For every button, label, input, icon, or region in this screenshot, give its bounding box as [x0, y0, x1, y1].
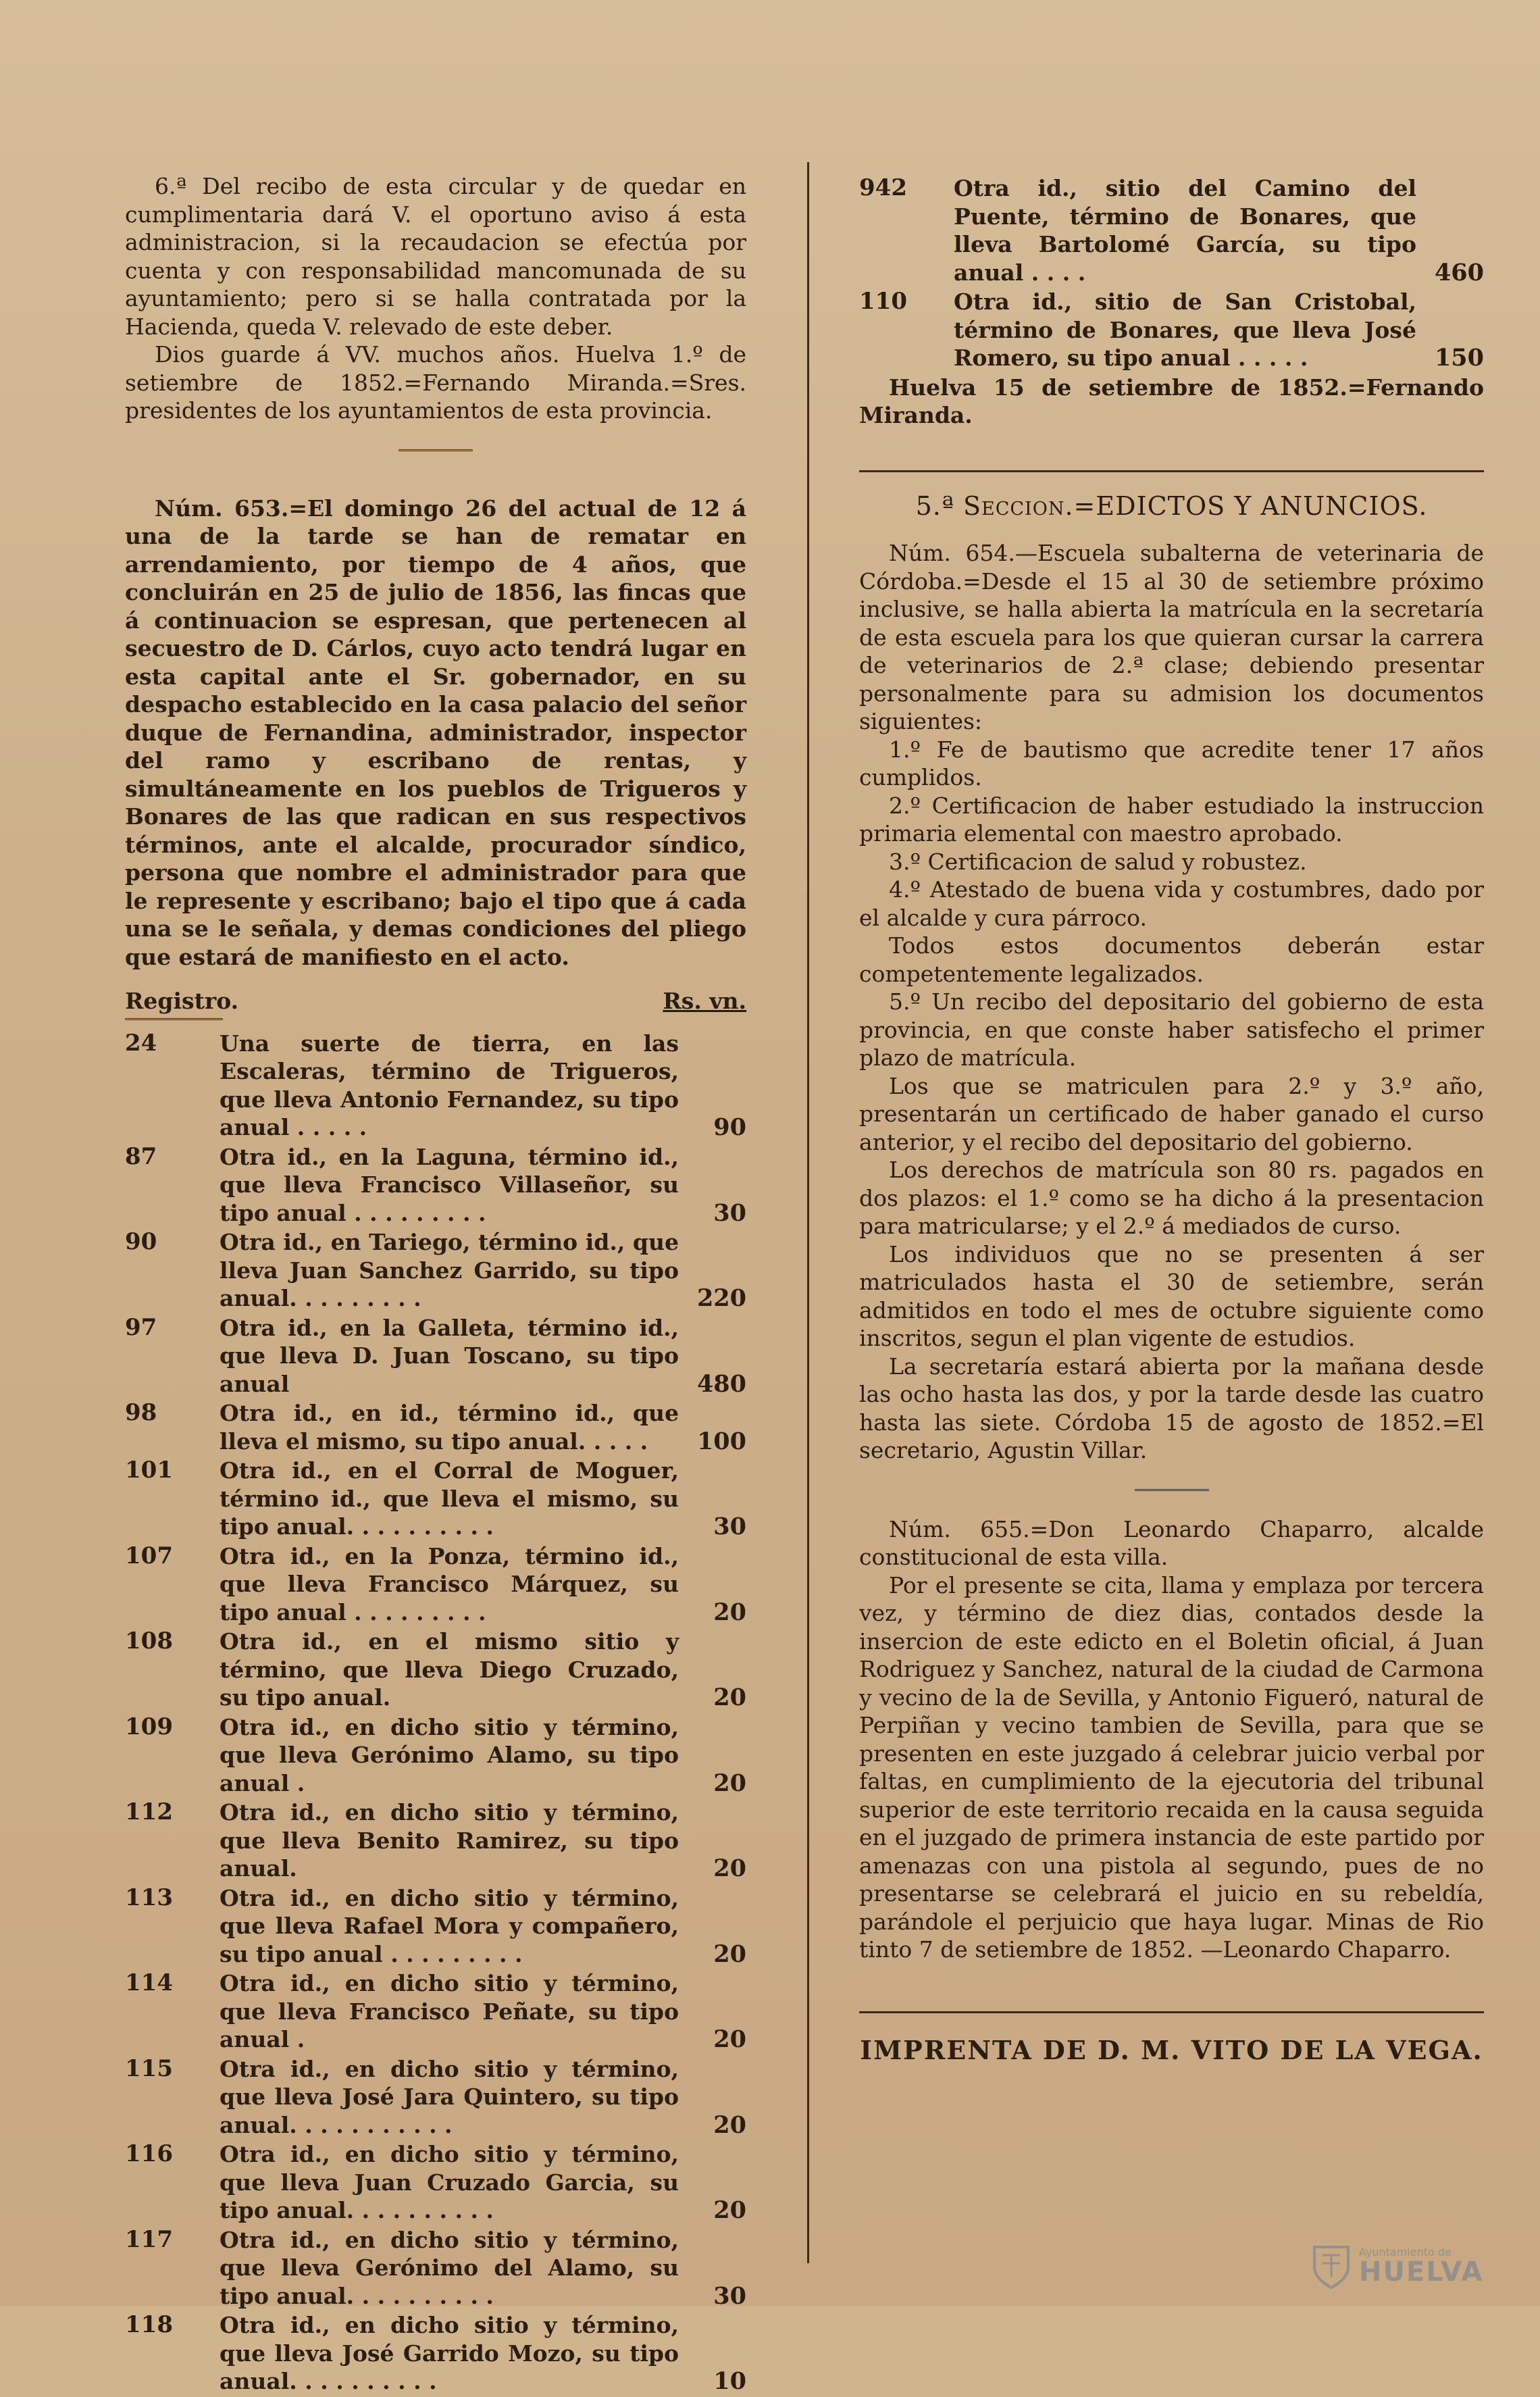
section-rule	[859, 470, 1484, 472]
annual-rent: 90	[713, 1113, 746, 1141]
property-description: Otra id., en la Ponza, término id., que lleva Francisco Márquez, su tipo anual . . . . . . . . .	[220, 1542, 679, 1625]
reales-label: Rs. vn.	[663, 988, 746, 1014]
paragraph: 1.º Fe de bautismo que acredite tener 17 años cumplidos.	[859, 736, 1484, 790]
property-description: Otra id., en dicho sitio y término, que lleva Francisco Peñate, su tipo anual .	[220, 1970, 679, 2052]
paragraph: 2.º Certificacion de haber estudiado la instruccion primaria elemental con maestro aprobado.	[859, 792, 1484, 847]
property-description: Otra id., sitio del Camino del Puente, término de Bonares, que lleva Bartolomé García, su tipo anual . . . .	[954, 175, 1416, 286]
registry-entry	[125, 2055, 746, 2140]
coat-of-arms-icon	[1310, 2243, 1352, 2290]
registry-number: 114	[125, 1969, 173, 1996]
registry-entry	[125, 1628, 746, 1712]
property-description: Otra id., sitio de San Cristobal, término de Bonares, que lleva José Romero, su tipo anual . . . . .	[954, 288, 1416, 371]
watermark-small-text: Ayuntamiento de	[1359, 2245, 1452, 2259]
paragraph: 6.ª Del recibo de esta circular y de quedar en cumplimentaria dará V. el oportuno aviso á esta administracion, si la recaudacion se efectúa por cuenta y con responsabilidad mancomunada de su ayuntamiento; pero si se halla contratada por la Hacienda, queda V. relevado de este deber.	[125, 173, 746, 340]
registry-entry	[125, 1969, 746, 2054]
paragraph: Por el presente se cita, llama y emplaza por tercera vez, y término de diez dias, contados desde la insercion de este edicto en el Boletin oficial, á Juan Rodriguez y Sanchez, natural de la ciudad de Carmona y vecino de la de Sevilla, y Antonio Figueró, natural de Perpiñan y vecino tambien de Sevilla, para que se presenten en este juzgado á celebrar juicio verbal por faltas, en cumplimiento de la ejecutoria del tribunal superior de este territorio recaida en la causa seguida en el juzgado de primera instancia de este partido por amenazas con una pistola al segundo, pues de no presentarse se celebrará el juicio en su rebeldía, parándole el perjuicio que haya lugar. Minas de Rio tinto 7 de setiembre de 1852. —Leonardo Chaparro.	[859, 1571, 1484, 1963]
property-description: Otra id., en Tariego, término id., que lleva Juan Sanchez Garrido, su tipo anual. . . . . . . . .	[220, 1229, 679, 1311]
registry-entry	[125, 1143, 746, 1228]
registry-entry	[125, 1542, 746, 1627]
registry-number: 87	[125, 1142, 157, 1170]
registry-entry	[859, 174, 1484, 286]
notice-655	[859, 1515, 1484, 1964]
registry-number: 113	[125, 1884, 173, 1911]
annual-rent: 20	[713, 1940, 746, 1968]
notice-653: Núm. 653.=El domingo 26 del actual de 12 á una de la tarde se han de rematar en arrendamiento, por tiempo de 4 años, que concluirán en 25 de julio de 1856, las fincas que á continuacion se espresan, que pertenecen al secuestro de D. Cárlos, cuyo acto tendrá lugar en esta capital ante el Sr. gobernador, en su despacho establecido en la casa palacio del señor duque de Fernandina, administrador, inspector del ramo y escribano de rentas, y simultáneamente en los pueblos de Trigueros y Bonares de las que radican en sus respectivos términos, ante el alcalde, procurador síndico, persona que nombre el administrador para que le represente y escribano; bajo el tipo que á cada una se le señala, y demas condiciones del pliego que estará de manifiesto en el acto.	[125, 495, 746, 970]
registry-entry	[125, 1030, 746, 1142]
registry-entry	[859, 288, 1484, 372]
registry-entry	[125, 1884, 746, 1969]
annual-rent: 30	[713, 1198, 746, 1227]
property-description: Otra id., en la Galleta, término id., que lleva D. Juan Toscano, su tipo anual	[220, 1314, 679, 1397]
property-description: Otra id., en dicho sitio y término, que lleva Juan Cruzado Garcia, su tipo anual. . . . . . . . . .	[220, 2141, 679, 2223]
annual-rent: 20	[713, 1598, 746, 1626]
annual-rent: 20	[713, 1769, 746, 1797]
property-list	[125, 1030, 746, 2396]
watermark-logo	[1310, 2240, 1513, 2294]
annual-rent: 150	[1434, 344, 1484, 372]
registry-number: 109	[125, 1713, 173, 1740]
property-description: Otra id., en dicho sitio y término, que lleva José Garrido Mozo, su tipo anual. . . . . . . . . .	[220, 2312, 679, 2394]
annual-rent: 460	[1434, 258, 1484, 286]
property-description: Otra id., en el Corral de Moguer, término id., que lleva el mismo, su tipo anual. . . . . . . . . .	[220, 1457, 679, 1540]
watermark-big-text: HUELVA	[1359, 2256, 1484, 2288]
registry-entry	[125, 1457, 746, 1541]
property-description: Una suerte de tierra, en las Escaleras, término de Trigueros, que lleva Antonio Fernandez, su tipo anual . . . . .	[220, 1030, 679, 1140]
registry-number: 108	[125, 1628, 173, 1655]
printer-imprint: IMPRENTA DE D. M. VITO DE LA VEGA.	[860, 2034, 1483, 2065]
registry-number: 90	[125, 1228, 157, 1255]
paragraph: Dios guarde á VV. muchos años. Huelva 1.º de setiembre de 1852.=Fernando Miranda.=Sres. presidentes de los ayuntamientos de esta provincia.	[125, 341, 746, 424]
separator-rule	[1135, 1489, 1209, 1494]
registry-number: 110	[859, 288, 907, 315]
column-divider	[807, 162, 809, 2263]
annual-rent: 100	[696, 1427, 746, 1455]
paragraph: 5.º Un recibo del depositario del gobierno de esta provincia, en que conste haber satisfecho el primer plazo de matrícula.	[859, 988, 1484, 1071]
registry-number: 115	[125, 2054, 173, 2082]
paragraph: 3.º Certificacion de salud y robustez.	[889, 848, 1307, 875]
left-column	[125, 172, 746, 2397]
paragraph: Todos estos documentos deberán estar competentemente legalizados.	[859, 932, 1484, 987]
registry-number: 117	[125, 2225, 173, 2253]
registry-number: 97	[125, 1313, 157, 1341]
paragraph: Los derechos de matrícula son 80 rs. pagados en dos plazos: el 1.º como se ha dicho á la presentacion para matricularse; y el 2.º á mediados de curso.	[859, 1157, 1484, 1239]
property-description: Otra id., en dicho sitio y término, que lleva José Jara Quintero, su tipo anual. . . . . . . . . . .	[220, 2055, 679, 2138]
property-description: Otra id., en dicho sitio y término, que lleva Gerónimo del Alamo, su tipo anual. . . . . . . . . .	[220, 2226, 679, 2309]
paragraph: Núm. 654.—Escuela subalterna de veterinaria de Córdoba.=Desde el 15 al 30 de setiembre próximo inclusive, se halla abierta la matrícula en la secretaría de esta escuela para los que quieran cursar la carrera de veterinarios de 2.ª clase; debiendo presentar personalmente para su admision los documentos siguientes:	[859, 540, 1484, 734]
registry-entry	[125, 1314, 746, 1398]
annual-rent: 30	[713, 2281, 746, 2310]
circular-closing	[125, 172, 746, 425]
registry-entry	[125, 2226, 746, 2311]
paragraph: Núm. 655.=Don Leonardo Chaparro, alcalde constitucional de esta villa.	[859, 1515, 1484, 1570]
right-column	[859, 174, 1484, 2064]
annual-rent: 10	[713, 2367, 746, 2395]
property-description: Otra id., en dicho sitio y término, que lleva Benito Ramirez, su tipo anual.	[220, 1799, 679, 1882]
registry-entry	[125, 1713, 746, 1798]
property-description: Otra id., en id., término id., que lleva el mismo, su tipo anual. . . . .	[220, 1400, 679, 1455]
paragraph: Los individuos que no se presenten á ser matriculados hasta el 30 de setiembre, serán admitidos en todo el mes de octubre siguiente como inscritos, segun el plan vigente de estudios.	[859, 1240, 1484, 1351]
footer-rule	[859, 2011, 1484, 2013]
annual-rent: 20	[713, 2111, 746, 2139]
registry-entry	[125, 2140, 746, 2225]
annual-rent: 220	[696, 1284, 746, 1312]
annual-rent: 20	[713, 1854, 746, 1882]
section-heading: 5.ª Seccion.=EDICTOS Y ANUNCIOS.	[915, 490, 1428, 521]
registry-number: 942	[859, 174, 907, 201]
registry-number: 112	[125, 1798, 173, 1825]
registry-number: 116	[125, 2140, 173, 2167]
registry-number: 118	[125, 2311, 173, 2338]
registry-entry	[125, 1399, 746, 1455]
sign-off: Huelva 15 de setiembre de 1852.=Fernando Miranda.	[859, 374, 1484, 428]
annual-rent: 20	[713, 2025, 746, 2053]
registry-underline	[125, 1018, 223, 1020]
registry-entry	[125, 1798, 746, 1883]
property-description: Otra id., en la Laguna, término id., que lleva Francisco Villaseñor, su tipo anual . . . . . . . . .	[220, 1143, 679, 1226]
property-description: Otra id., en dicho sitio y término, que lleva Gerónimo Alamo, su tipo anual .	[220, 1713, 679, 1796]
paragraph: 4.º Atestado de buena vida y costumbres, dado por el alcalde y cura párroco.	[859, 876, 1484, 931]
registry-entry	[125, 1228, 746, 1313]
registry-entry	[125, 2311, 746, 2396]
annual-rent: 30	[713, 1513, 746, 1540]
property-description: Otra id., en dicho sitio y término, que lleva Rafael Mora y compañero, su tipo anual . . . . . . . . .	[220, 1884, 679, 1967]
annual-rent: 20	[713, 1684, 746, 1711]
registry-number: 24	[125, 1029, 157, 1057]
property-description: Otra id., en el mismo sitio y término, que lleva Diego Cruzado, su tipo anual.	[220, 1628, 679, 1711]
notice-654	[859, 539, 1484, 1465]
registry-header	[125, 987, 746, 1015]
registry-number: 101	[125, 1457, 173, 1484]
paragraph: Los que se matriculen para 2.º y 3.º año, presentarán un certificado de haber ganado el curso anterior, y el recibo del depositario del gobierno.	[859, 1072, 1484, 1155]
annual-rent: 480	[696, 1369, 746, 1398]
property-list-continued	[859, 174, 1484, 372]
separator-rule	[399, 449, 473, 454]
paragraph: La secretaría estará abierta por la mañana desde las ocho hasta las dos, y por la tarde desde las cuatro hasta las siete. Córdoba 15 de agosto de 1852.=El secretario, Agustin Villar.	[859, 1353, 1484, 1463]
registry-number: 98	[125, 1399, 157, 1426]
annual-rent: 20	[713, 2196, 746, 2224]
registry-number: 107	[125, 1542, 173, 1569]
registro-label: Registro.	[125, 988, 239, 1014]
